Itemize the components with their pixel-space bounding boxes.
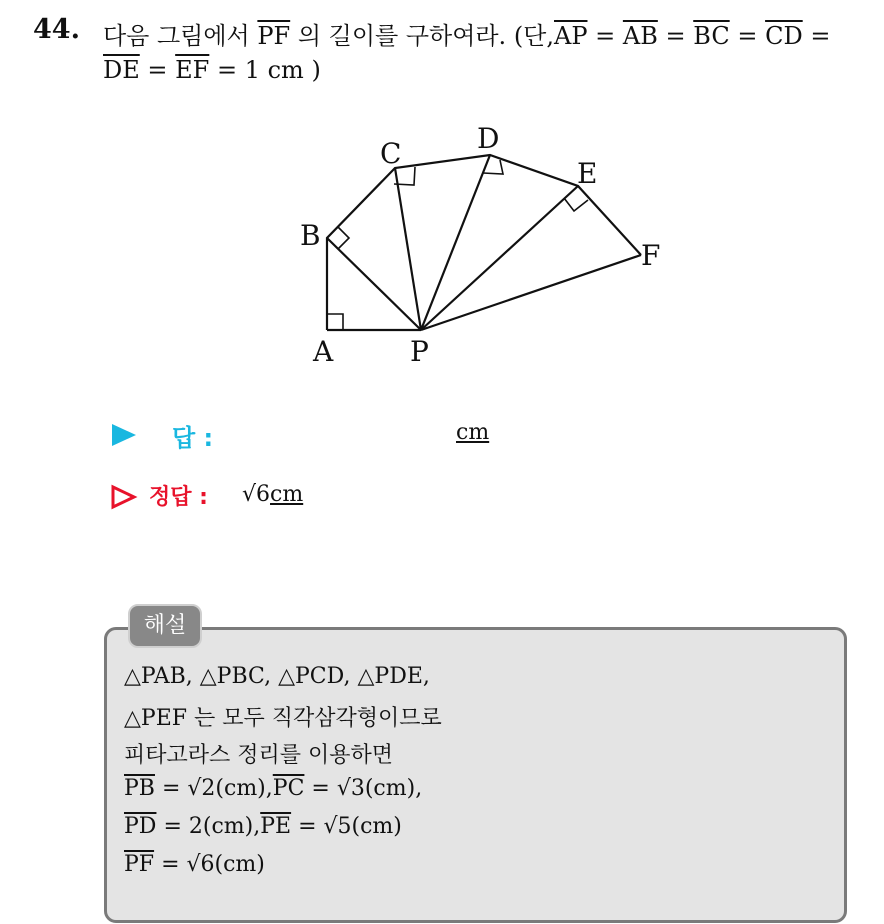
segment-pd-line bbox=[421, 155, 490, 330]
segment-pf: $\overline{PF}$ bbox=[257, 22, 291, 50]
explanation-line-5: $\overline{PD} = 2(cm),\overline{PE} = √5(cm)$ bbox=[124, 814, 402, 839]
question-number: 44. bbox=[33, 14, 80, 45]
segment-ef: $\overline{EF}$ bbox=[175, 56, 210, 84]
vertex-label-e: E bbox=[577, 157, 598, 190]
play-outline-icon bbox=[110, 484, 138, 510]
segment-pc-line bbox=[395, 168, 421, 330]
question-text-line-2: $\overline{DE} = \overline{EF} = 1$ cm ) bbox=[103, 56, 321, 84]
correct-answer-value: √6cm bbox=[242, 482, 304, 507]
question-text-line-1: 다음 그림에서 $\overline{PF}$ 의 길이를 구하여라. (단$,\overline{AP} = \overline{AB} = \overline{BC} = \overline{CD}$ = bbox=[103, 22, 831, 50]
right-angle-mark-a bbox=[327, 314, 343, 330]
segment-cd: $\overline{CD}$ bbox=[765, 22, 803, 50]
explanation-line-4: $\overline{PB} = √2(cm),\overline{PC} = √3(cm)$, bbox=[124, 776, 423, 801]
vertex-label-b: B bbox=[300, 219, 321, 252]
segment-pb-line bbox=[327, 238, 421, 330]
segment-ab: $\overline{AB}$ bbox=[622, 22, 658, 50]
vertex-label-d: D bbox=[477, 122, 500, 155]
explanation-line-3: 피타고라스 정리를 이용하면 bbox=[124, 743, 394, 768]
correct-answer-unit: cm bbox=[270, 482, 304, 507]
right-angle-mark-e bbox=[564, 198, 588, 211]
answer-label: 답 : bbox=[172, 424, 214, 452]
question-intro: 다음 그림에서 bbox=[103, 22, 250, 50]
vertex-label-f: F bbox=[641, 239, 661, 272]
explanation-tab: 해설 bbox=[128, 604, 202, 648]
answer-unit: cm bbox=[456, 420, 490, 445]
segment-pf-line bbox=[421, 255, 641, 330]
play-icon bbox=[110, 422, 138, 448]
segment-de: $\overline{DE}$ bbox=[103, 56, 140, 84]
vertex-label-c: C bbox=[380, 137, 402, 170]
question-intro-b: 의 길이를 구하여라. (단, bbox=[297, 22, 554, 50]
correct-answer-label: 정답 : bbox=[149, 485, 208, 510]
segment-length: 1 cm ) bbox=[244, 56, 321, 84]
vertex-label-a: A bbox=[313, 335, 334, 368]
explanation-line-6: $\overline{PF} = √6(cm)$ bbox=[124, 852, 265, 877]
vertex-label-p: P bbox=[410, 335, 429, 368]
explanation-line-2: △PEF 는 모두 직각삼각형이므로 bbox=[124, 706, 442, 731]
explanation-line-1: △PAB, △PBC, △PCD, △PDE, bbox=[124, 664, 430, 689]
right-angle-mark-b bbox=[338, 227, 349, 249]
segment-pe-line bbox=[421, 186, 578, 330]
geometry-figure bbox=[0, 0, 884, 400]
segment-bc: $\overline{BC}$ bbox=[693, 22, 730, 50]
segment-ap: $\overline{AP}$ bbox=[554, 22, 588, 50]
